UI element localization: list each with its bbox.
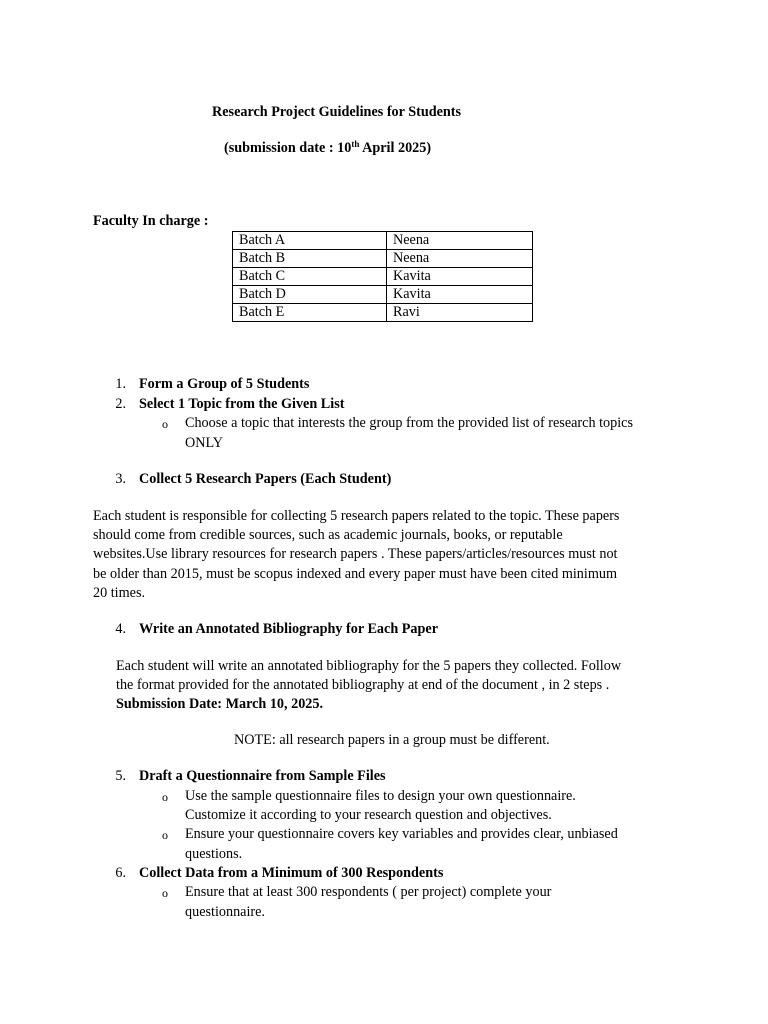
faculty-table: [232, 231, 533, 322]
sub-item-text: ONLY: [185, 435, 223, 451]
sub-bullet: o: [162, 790, 168, 804]
sub-bullet: o: [162, 828, 168, 842]
paragraph-line: the format provided for the annotated bibliography at end of the document , in 2 steps .: [116, 677, 610, 693]
batch-cell: Batch E: [233, 304, 387, 322]
step-title: Collect 5 Research Papers (Each Student): [139, 471, 392, 487]
step-number: 5.: [115, 768, 126, 784]
step-title: Write an Annotated Bibliography for Each Paper: [139, 621, 439, 637]
step-title: Collect Data from a Minimum of 300 Respondents: [139, 865, 444, 881]
paragraph-line: Each student is responsible for collecting 5 research papers related to the topic. These papers: [93, 508, 620, 524]
step-title: Select 1 Topic from the Given List: [139, 396, 345, 412]
step-number: 3.: [115, 471, 126, 487]
sub-item-text: Use the sample questionnaire files to design your own questionnaire.: [185, 788, 576, 804]
paragraph-line: be older than 2015, must be scopus indexed and every paper must have been cited minimum: [93, 566, 618, 582]
step-number: 2.: [115, 396, 126, 412]
table-row: [233, 268, 533, 286]
faculty-name-cell: Kavita: [387, 268, 533, 286]
paragraph-line: 20 times.: [93, 585, 146, 601]
sub-item-text: Choose a topic that interests the group from the provided list of research topics: [185, 415, 633, 431]
step-number: 6.: [115, 865, 126, 881]
step-title: Form a Group of 5 Students: [139, 376, 310, 392]
step-title: Draft a Questionnaire from Sample Files: [139, 768, 386, 784]
paragraph-line: should come from credible sources, such as academic journals, books, or reputable: [93, 527, 563, 543]
table-row: [233, 250, 533, 268]
faculty-name-cell: Ravi: [387, 304, 533, 322]
step-number: 1.: [115, 376, 126, 392]
sub-item-text: questionnaire.: [185, 904, 265, 920]
batch-cell: Batch C: [233, 268, 387, 286]
submission-date: Submission Date: March 10, 2025.: [116, 696, 324, 712]
batch-cell: Batch D: [233, 286, 387, 304]
document-title: Research Project Guidelines for Students: [212, 104, 462, 120]
table-row: [233, 286, 533, 304]
faculty-name-cell: Kavita: [387, 286, 533, 304]
sub-item-text: Ensure that at least 300 respondents ( per project) complete your: [185, 884, 552, 900]
sub-item-text: Ensure your questionnaire covers key variables and provides clear, unbiased: [185, 826, 618, 842]
paragraph-line: websites.Use library resources for research papers . These papers/articles/resources must not: [93, 546, 618, 562]
sub-item-text: Customize it according to your research question and objectives.: [185, 807, 552, 823]
note-text: NOTE: all research papers in a group must be different.: [234, 732, 550, 748]
faculty-label: Faculty In charge :: [93, 213, 209, 229]
sub-item-text: questions.: [185, 846, 243, 862]
sub-bullet: o: [162, 417, 168, 431]
batch-cell: Batch B: [233, 250, 387, 268]
batch-cell: Batch A: [233, 232, 387, 250]
paragraph-line: Each student will write an annotated bibliography for the 5 papers they collected. Follow: [116, 658, 622, 674]
sub-bullet: o: [162, 886, 168, 900]
step-number: 4.: [115, 621, 126, 637]
submission-date-heading: (submission date : 10th April 2025): [224, 139, 432, 156]
faculty-name-cell: Neena: [387, 250, 533, 268]
faculty-name-cell: Neena: [387, 232, 533, 250]
table-row: [233, 304, 533, 322]
table-row: [233, 232, 533, 250]
